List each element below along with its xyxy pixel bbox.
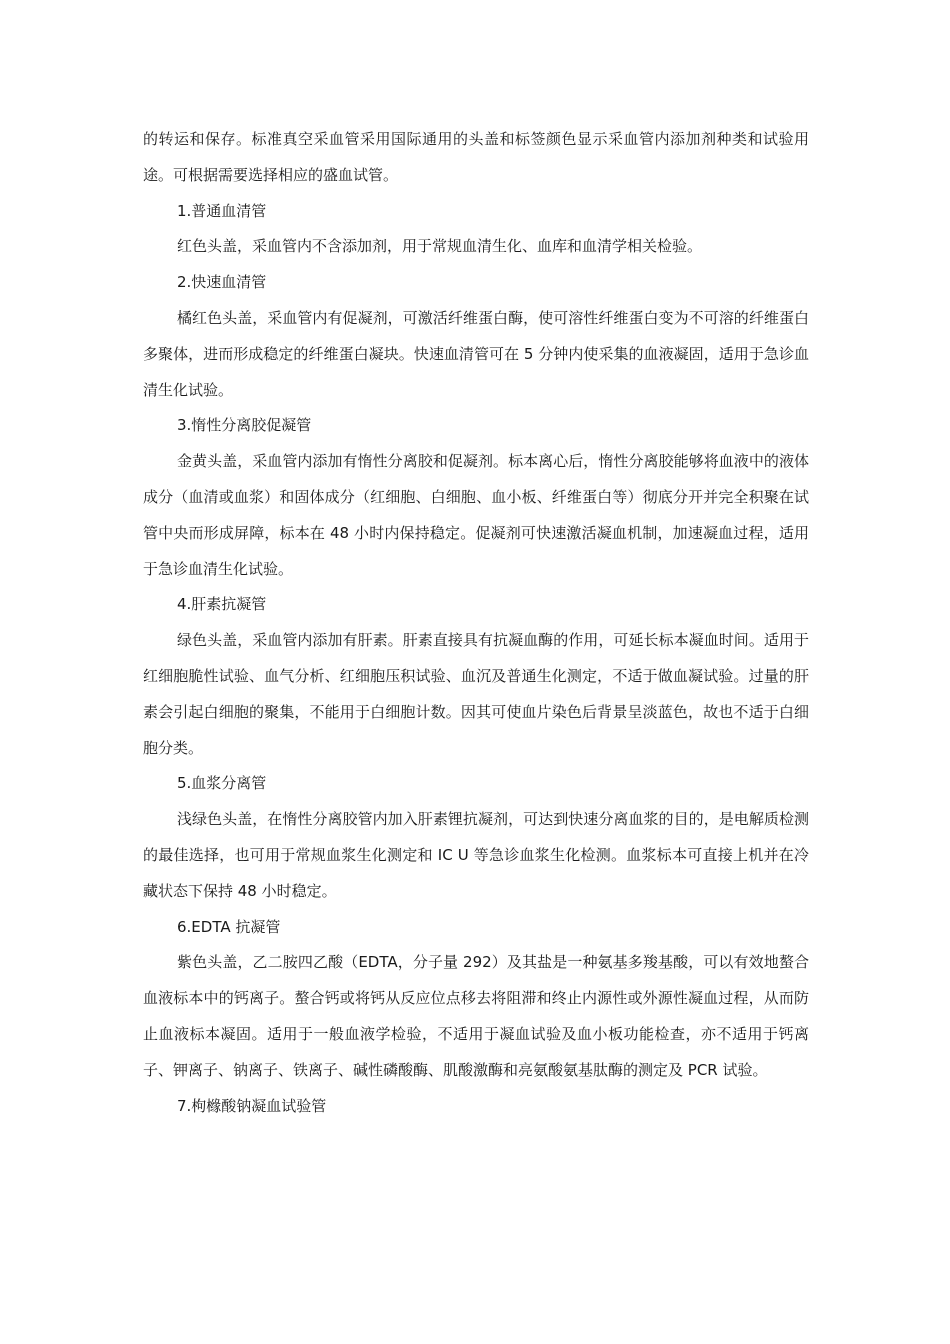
section-heading-gel-clot-tube: 3.惰性分离胶促凝管 (177, 416, 312, 435)
paragraph-intro: 的转运和保存。标准真空采血管采用国际通用的头盖和标签颜色显示采血管内添加剂种类和试验用途。可根据需要选择相应的盛血试管。 (143, 130, 809, 184)
paragraph-heparin-tube: 绿色头盖，采血管内添加有肝素。肝素直接具有抗凝血酶的作用，可延长标本凝血时间。适用于红细胞脆性试验、血气分析、红细胞压积试验、血沉及普通生化测定，不适于做血凝试验。过量的肝素会引起白细胞的聚集，不能用于白细胞计数。因其可使血片染色后背景呈淡蓝色，故也不适于白细胞分类。 (143, 631, 809, 757)
paragraph-edta-tube: 紫色头盖，乙二胺四乙酸（EDTA，分子量 292）及其盐是一种氨基多羧基酸，可以有效地螯合血液标本中的钙离子。螯合钙或将钙从反应位点移去将阻滞和终止内源性或外源性凝血过程，从而防止血液标本凝固。适用于一般血液学检验，不适用于凝血试验及血小板功能检查，亦不适用于钙离子、钾离子、钠离子、铁离子、碱性磷酸酶、肌酸激酶和亮氨酸氨基肽酶的测定及 PCR 试验。 (143, 953, 809, 1079)
section-heading-rapid-serum-tube: 2.快速血清管 (177, 273, 267, 292)
paragraph-serum-tube: 红色头盖，采血管内不含添加剂，用于常规血清生化、血库和血清学相关检验。 (177, 237, 703, 256)
section-heading-plasma-separation-tube: 5.血浆分离管 (177, 774, 267, 793)
document-body (143, 122, 809, 1124)
paragraph-rapid-serum-tube: 橘红色头盖，采血管内有促凝剂，可激活纤维蛋白酶，使可溶性纤维蛋白变为不可溶的纤维蛋白多聚体，进而形成稳定的纤维蛋白凝块。快速血清管可在 5 分钟内使采集的血液凝固，适用于急诊血清生化试验。 (143, 308, 809, 399)
paragraph-gel-clot-tube: 金黄头盖，采血管内添加有惰性分离胶和促凝剂。标本离心后，惰性分离胶能够将血液中的液体成分（血清或血浆）和固体成分（红细胞、白细胞、血小板、纤维蛋白等）彻底分开并完全积聚在试管中央而形成屏障，标本在 48 小时内保持稳定。促凝剂可快速激活凝血机制，加速凝血过程，适用于急诊血清生化试验。 (143, 452, 809, 578)
section-heading-heparin-tube: 4.肝素抗凝管 (177, 595, 267, 614)
paragraph-plasma-separation-tube: 浅绿色头盖，在惰性分离胶管内加入肝素锂抗凝剂，可达到快速分离血浆的目的，是电解质检测的最佳选择，也可用于常规血浆生化测定和 IC U 等急诊血浆生化检测。血浆标本可直接上机并在冷藏状态下保持 48 小时稳定。 (143, 810, 809, 900)
section-heading-serum-tube: 1.普通血清管 (177, 201, 267, 220)
section-heading-edta-tube: 6.EDTA 抗凝管 (177, 917, 281, 936)
section-heading-citrate-tube: 7.枸橼酸钠凝血试验管 (177, 1096, 327, 1115)
